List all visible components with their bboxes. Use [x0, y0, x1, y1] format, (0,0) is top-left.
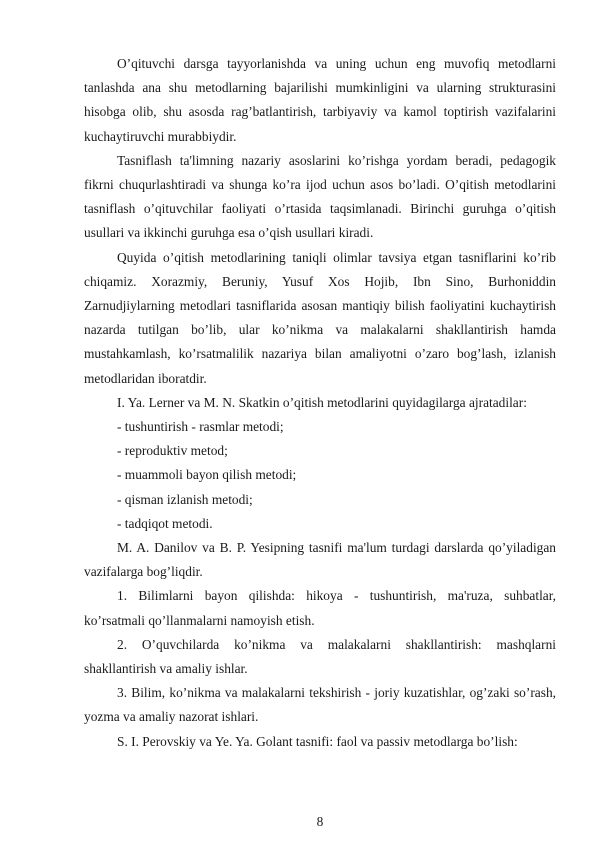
list-item: - qisman izlanish metodi; — [117, 491, 253, 507]
paragraph-perovskiy-golant: S. I. Perovskiy va Ye. Ya. Golant tasnifi: faol va passiv metodlarga bo’lish: — [117, 733, 518, 749]
list-item: - reproduktiv metod; — [117, 443, 228, 459]
paragraph-scholars-classifications: Quyida o’qitish metodlarining taniqli olimlar tavsiya etgan tasniflarini ko’rib chiqamiz. Xorazmiy, Beruniy, Yusuf Xos Hojib, Ibn Sino, Burhoniddin Zarnudjiylarning metodlari tasniflarida asosan mantiqiy bilish faoliyatini kuchaytirish nazarda tutilgan bo’lib, ular ko’nikma va malakalarni shakllantirish hamda mustahkamlash, ko’rsatmalilik nazariya bilan amaliyotni o’zaro bog’lash, izlanish metodlaridan iboratdir. — [84, 249, 556, 386]
document-body — [84, 52, 556, 754]
list-item: - tushuntirish - rasmlar metodi; — [117, 419, 284, 435]
paragraph-classification-purpose: Tasniflash ta'limning nazariy asoslarini ko’rishga yordam beradi, pedagogik fikrni chuqurlashtiradi va shunga ko’ra ijod uchun asos bo’ladi. O’qitish metodlarini tasniflash o’qituvchilar faoliyati o’rtasida taqsimlanadi. Birinchi guruhga o’qitish usullari va ikkinchi guruhga esa o’qish usullari kiradi. — [84, 152, 556, 241]
numbered-item: 3. Bilim, ko’nikma va malakalarni tekshirish - joriy kuzatishlar, og’zaki so’rash, yozma va amaliy nazorat ishlari. — [84, 685, 556, 725]
numbered-item: 1. Bilimlarni bayon qilishda: hikoya - tushuntirish, ma'ruza, suhbatlar, ko’rsatmali qo’llanmalarni namoyish etish. — [84, 588, 556, 628]
numbered-item: 2. O’quvchilarda ko’nikma va malakalarni shakllantirish: mashqlarni shakllantirish va amaliy ishlar. — [84, 636, 556, 677]
list-item: - tadqiqot metodi. — [117, 515, 213, 531]
list-item: - muammoli bayon qilish metodi; — [117, 467, 297, 483]
page-number: 8 — [316, 814, 324, 829]
paragraph-lerner-skatkin: I. Ya. Lerner va M. N. Skatkin o’qitish metodlarini quyidagilarga ajratadilar: — [117, 394, 527, 410]
paragraph-danilov-yesipov: M. A. Danilov va B. P. Yesipning tasnifi ma'lum turdagi darslarda qo’yiladigan vazifalarga bog’liqdir. — [84, 540, 556, 580]
paragraph-teacher-role: O’qituvchi darsga tayyorlanishda va uning uchun eng muvofiq metodlarni tanlashda ana shu metodlarning bajarilishi mumkinligini va ularning strukturasini hisobga olib, shu asosda rag’batlantirish, tarbiyaviy va kamol toptirish vazifalarini kuchaytiruvchi murabbiydir. — [84, 56, 556, 144]
